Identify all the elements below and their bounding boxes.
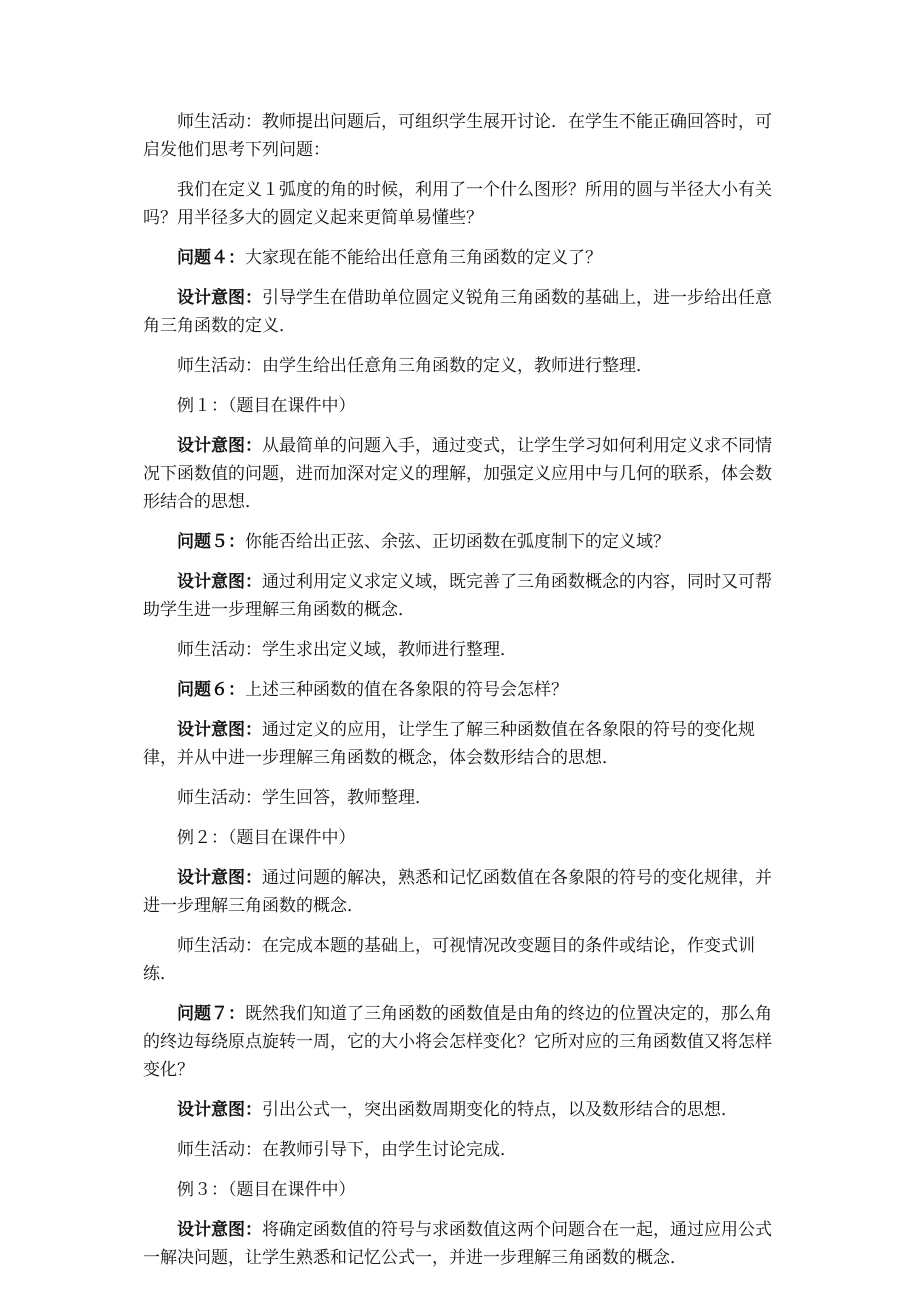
paragraph-teacher-student-activity-6 xyxy=(143,1136,783,1164)
paragraph-text: 通过定义的应用，让学生了解三种函数值在各象限的符号的变化规律，并从中进一步理解三角函数的概念，体会数形结合的思想． xyxy=(143,720,755,768)
paragraph-teacher-student-activity-5 xyxy=(143,932,783,988)
paragraph-text: 师生活动：学生求出定义域，教师进行整理． xyxy=(177,640,517,660)
paragraph-teacher-student-activity-3 xyxy=(143,636,783,664)
paragraph-text: 师生活动：教师提出问题后，可组织学生展开讨论．在学生不能正确回答时，可启发他们思考下列问题： xyxy=(143,112,772,160)
paragraph-guiding-questions xyxy=(143,176,783,232)
paragraph-text: 例１：（题目在课件中） xyxy=(177,396,356,416)
paragraph-label: 设计意图： xyxy=(177,1220,262,1240)
paragraph-design-intent-6 xyxy=(143,1096,783,1124)
paragraph-example-2 xyxy=(143,824,783,852)
paragraph-text: 从最简单的问题入手，通过变式，让学生学习如何利用定义求不同情况下函数值的问题，进而加深对定义的理解，加强定义应用中与几何的联系，体会数形结合的思想． xyxy=(143,436,772,512)
paragraph-label: 设计意图： xyxy=(177,868,262,888)
paragraph-text: 例３：（题目在课件中） xyxy=(177,1180,356,1200)
paragraph-label: 设计意图： xyxy=(177,1100,262,1120)
paragraph-text: 师生活动：由学生给出任意角三角函数的定义，教师进行整理． xyxy=(177,356,653,376)
paragraph-text: 通过利用定义求定义域，既完善了三角函数概念的内容，同时又可帮助学生进一步理解三角函数的概念． xyxy=(143,572,772,620)
paragraph-design-intent-1 xyxy=(143,284,783,340)
paragraph-question-7 xyxy=(143,1000,783,1084)
paragraph-text: 你能否给出正弦、余弦、正切函数在弧度制下的定义域？ xyxy=(245,532,670,552)
paragraph-design-intent-3 xyxy=(143,568,783,624)
paragraph-question-5 xyxy=(143,528,783,556)
paragraph-text: 我们在定义１弧度的角的时候，利用了一个什么图形？所用的圆与半径大小有关吗？用半径多大的圆定义起来更简单易懂些？ xyxy=(143,180,772,228)
paragraph-design-intent-7 xyxy=(143,1216,783,1272)
paragraph-label: 设计意图： xyxy=(177,572,262,592)
paragraph-label: 设计意图： xyxy=(177,436,262,456)
paragraph-teacher-student-activity-1 xyxy=(143,108,783,164)
paragraph-example-1 xyxy=(143,392,783,420)
paragraph-text: 将确定函数值的符号与求函数值这两个问题合在一起，通过应用公式一解决问题，让学生熟悉和记忆公式一，并进一步理解三角函数的概念． xyxy=(143,1220,772,1268)
paragraph-label: 问题５： xyxy=(177,532,245,552)
paragraph-question-6 xyxy=(143,676,783,704)
paragraph-text: 师生活动：在教师引导下，由学生讨论完成． xyxy=(177,1140,517,1160)
paragraph-text: 大家现在能不能给出任意角三角函数的定义了？ xyxy=(245,248,602,268)
paragraph-label: 设计意图： xyxy=(177,720,262,740)
paragraph-design-intent-5 xyxy=(143,864,783,920)
paragraph-text: 例２：（题目在课件中） xyxy=(177,828,356,848)
paragraph-label: 问题６： xyxy=(177,680,245,700)
paragraph-text: 师生活动：在完成本题的基础上，可视情况改变题目的条件或结论，作变式训练． xyxy=(143,936,755,984)
lesson-plan-body xyxy=(143,108,783,1284)
paragraph-text: 既然我们知道了三角函数的函数值是由角的终边的位置决定的，那么角的终边每绕原点旋转一周，它的大小将会怎样变化？它所对应的三角函数值又将怎样变化？ xyxy=(143,1004,772,1080)
paragraph-text: 引导学生在借助单位圆定义锐角三角函数的基础上，进一步给出任意角三角函数的定义． xyxy=(143,288,772,336)
paragraph-text: 引出公式一，突出函数周期变化的特点，以及数形结合的思想． xyxy=(262,1100,738,1120)
paragraph-label: 问题７： xyxy=(177,1004,245,1024)
paragraph-question-4 xyxy=(143,244,783,272)
paragraph-teacher-student-activity-2 xyxy=(143,352,783,380)
paragraph-teacher-student-activity-4 xyxy=(143,784,783,812)
paragraph-label: 问题４： xyxy=(177,248,245,268)
paragraph-design-intent-4 xyxy=(143,716,783,772)
paragraph-text: 师生活动：学生回答，教师整理． xyxy=(177,788,432,808)
paragraph-text: 上述三种函数的值在各象限的符号会怎样？ xyxy=(245,680,568,700)
paragraph-label: 设计意图： xyxy=(177,288,262,308)
paragraph-text: 通过问题的解决，熟悉和记忆函数值在各象限的符号的变化规律，并进一步理解三角函数的概念． xyxy=(143,868,772,916)
paragraph-example-3 xyxy=(143,1176,783,1204)
paragraph-design-intent-2 xyxy=(143,432,783,516)
